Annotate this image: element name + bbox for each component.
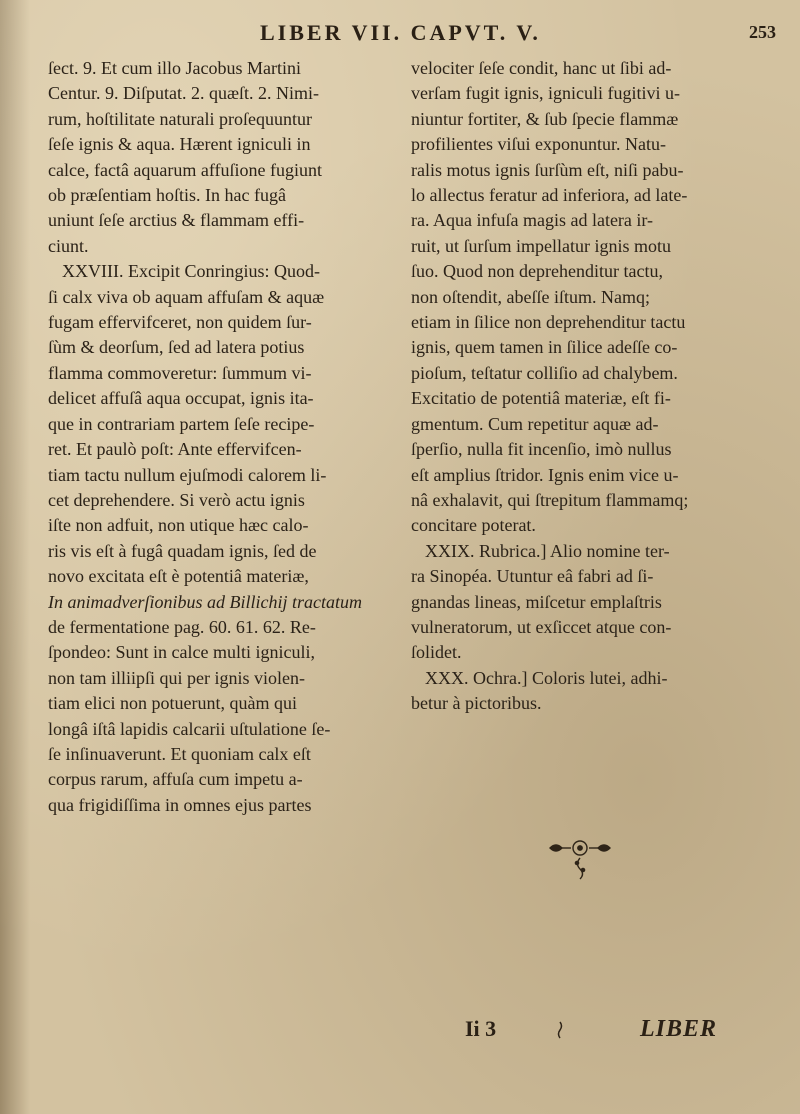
running-title: LIBER VII. CAPVT. V. <box>260 20 541 45</box>
text-line: ris vis eſt à fugâ quadam ignis, ſed de <box>48 540 317 561</box>
text-line: tiam tactu nullum ejuſmodi calorem li- <box>48 464 327 485</box>
text-line: gmentum. Cum repetitur aquæ ad- <box>411 413 659 434</box>
text-line: iſte non adfuit, non utique hæc calo- <box>48 515 309 536</box>
text-line: ra. Aqua infuſa magis ad latera ir- <box>411 210 654 231</box>
text-line: novo excitata eſt è potentiâ materiæ, <box>48 566 309 587</box>
text-line: ob præſentiam hoſtis. In hac fugâ <box>48 185 286 206</box>
text-line: ret. Et paulò poſt: Ante effervifcen- <box>48 439 302 460</box>
text-line: ſolidet. <box>411 642 462 663</box>
text-line: profilientes viſui exponuntur. Natu- <box>411 134 666 155</box>
text-line: ſi calx viva ob aquam affuſam & aquæ <box>48 286 325 307</box>
text-line: longâ iſtâ lapidis calcarii uſtulatione ſe- <box>48 718 331 739</box>
page-number: 253 <box>749 22 776 42</box>
section-heading-xxx: XXX. Ochra.] Coloris lutei, adhi- <box>425 667 668 688</box>
text-line: ſpondeo: Sunt in calce multi igniculi, <box>48 642 315 663</box>
text-line: betur à pictoribus. <box>411 693 542 714</box>
text-line: fugam effervifceret, non quidem ſur- <box>48 312 312 333</box>
text-line: delicet affuſâ aqua occupat, ignis ita- <box>48 388 314 409</box>
left-column <box>48 56 386 818</box>
text-line: ignis, quem tamen in ſilice adeſſe co- <box>411 337 678 358</box>
text-line: Centur. 9. Diſputat. 2. quæſt. 2. Nimi- <box>48 83 319 104</box>
page-header <box>60 14 776 50</box>
text-line: ſperſio, nulla fit incenſio, imò nullus <box>411 439 672 460</box>
text-line: ralis motus ignis ſurſùm eſt, niſi pabu- <box>411 159 684 180</box>
text-line: ſect. 9. Et cum illo Jacobus Martini <box>48 58 301 78</box>
text-line: etiam in ſilice non deprehenditur tactu <box>411 312 686 333</box>
signature-mark: Ii 3 <box>465 1016 497 1041</box>
text-line: Excitatio de potentiâ materiæ, eſt fi- <box>411 388 671 409</box>
text-line: cet deprehendere. Si verò actu ignis <box>48 489 305 510</box>
text-line: pioſum, teſtatur colliſio ad chalybem. <box>411 362 678 383</box>
text-line: tiam elici non potuerunt, quàm qui <box>48 693 297 714</box>
small-mark-icon <box>555 1020 565 1040</box>
text-line: ra Sinopéa. Utuntur eâ fabri ad ſi- <box>411 566 654 587</box>
text-line: concitare poterat. <box>411 515 536 536</box>
ornament-fleuron-icon <box>540 836 620 880</box>
text-line: verſam fugit ignis, igniculi fugitivi u- <box>411 83 680 104</box>
text-line: eſt amplius ſtridor. Ignis enim vice u- <box>411 464 679 485</box>
page-footer <box>0 1016 800 1056</box>
text-line: ciunt. <box>48 235 89 256</box>
text-line: ſùm & deorſum, ſed ad latera potius <box>48 337 305 358</box>
text-line: niuntur fortiter, & ſub ſpecie flammæ <box>411 108 679 129</box>
text-line: nâ exhalavit, qui ſtrepitum flammamq; <box>411 489 689 510</box>
catchword: LIBER <box>640 1016 718 1042</box>
text-line: flamma commoveretur: ſummum vi- <box>48 362 312 383</box>
text-line: ſeſe ignis & aqua. Hærent igniculi in <box>48 134 311 155</box>
text-line: que in contrariam partem ſeſe recipe- <box>48 413 315 434</box>
text-line: velociter ſeſe condit, hanc ut ſibi ad- <box>411 58 672 78</box>
citation-line: In animadverſionibus ad Billichij tractatum <box>48 591 362 612</box>
right-column <box>411 56 763 717</box>
text-line: gnandas lineas, miſcetur emplaſtris <box>411 591 662 612</box>
text-line: corpus rarum, affuſa cum impetu a- <box>48 769 303 790</box>
text-line: ſe inſinuaverunt. Et quoniam calx eſt <box>48 743 311 764</box>
text-line: lo allectus feratur ad inferiora, ad late- <box>411 185 688 206</box>
citation-line: de fermentatione pag. 60. 61. 62. Re- <box>48 616 316 637</box>
text-line: calce, factâ aquarum affuſione fugiunt <box>48 159 323 180</box>
text-line: qua frigidiſſima in omnes ejus partes <box>48 794 312 815</box>
section-heading-xxviii: XXVIII. Excipit Conringius: Quod- <box>62 261 320 282</box>
text-line: non oſtendit, abeſſe iſtum. Namq; <box>411 286 650 307</box>
text-line: ſuo. Quod non deprehenditur tactu, <box>411 261 663 282</box>
text-line: uniunt ſeſe arctius & flammam effi- <box>48 210 305 231</box>
text-line: vulneratorum, ut exſiccet atque con- <box>411 616 672 637</box>
text-line: non tam illiipſi qui per ignis violen- <box>48 667 305 688</box>
text-line: ruit, ut ſurſum impellatur ignis motu <box>411 235 671 256</box>
text-line: rum, hoſtilitate naturali proſequuntur <box>48 108 312 129</box>
section-heading-xxix: XXIX. Rubrica.] Alio nomine ter- <box>425 540 670 561</box>
